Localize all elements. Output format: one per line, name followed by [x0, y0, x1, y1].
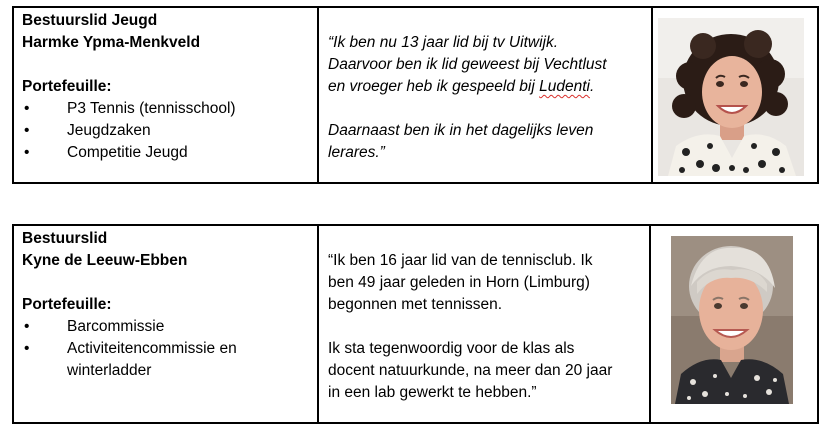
member-role: Bestuurslid Jeugd [22, 12, 158, 29]
member-name: Kyne de Leeuw-Ebben [22, 252, 188, 269]
list-item: winterladder [67, 362, 152, 379]
list-item: • Competitie Jeugd [22, 142, 317, 164]
portfolio-list [22, 98, 317, 164]
quote-line: “Ik ben nu 13 jaar lid bij tv Uitwijk. [328, 34, 559, 51]
quote-line: “Ik ben 16 jaar lid van de tennisclub. Ik [328, 252, 593, 269]
quote-cell [319, 8, 653, 182]
quote-line: in een lab gewerkt te hebben.” [328, 384, 537, 401]
portfolio-label: Portefeuille: [22, 296, 112, 313]
person-photo-icon [658, 18, 804, 176]
quote-line: ben 49 jaar geleden in Horn (Limburg) [328, 274, 590, 291]
quote-line: Daarnaast ben ik in het dagelijks leven [328, 122, 594, 139]
list-item: • P3 Tennis (tennisschool) [22, 98, 317, 120]
member-photo [658, 18, 804, 176]
list-item: • Activiteitencommissie en [22, 338, 317, 360]
member-photo [671, 236, 793, 404]
spellcheck-word: Ludenti [539, 78, 590, 95]
portfolio-label: Portefeuille: [22, 78, 112, 95]
list-item: • Barcommissie [22, 316, 317, 338]
person-photo-icon [671, 236, 793, 404]
quote-line: Ik sta tegenwoordig voor de klas als [328, 340, 575, 357]
quote-line: en vroeger heb ik gespeeld bij Ludenti. [328, 78, 595, 95]
bullet-icon: • [24, 122, 30, 139]
member-info-cell [14, 226, 319, 422]
quote-line: docent natuurkunde, na meer dan 20 jaar [328, 362, 613, 379]
bullet-icon: • [24, 100, 30, 117]
member-info-cell [14, 8, 319, 182]
list-item: • Jeugdzaken [22, 120, 317, 142]
member-name: Harmke Ypma-Menkveld [22, 34, 201, 51]
quote-line: Daarvoor ben ik lid geweest bij Vechtlust [328, 56, 607, 73]
member-role: Bestuurslid [22, 230, 108, 247]
portfolio-list [22, 316, 317, 382]
bullet-icon: • [24, 144, 30, 161]
member-card-2 [12, 224, 819, 424]
quote-line: begonnen met tennissen. [328, 296, 503, 313]
quote-line: lerares.” [328, 144, 385, 161]
photo-cell [653, 8, 819, 182]
bullet-icon: • [24, 340, 30, 357]
photo-cell [651, 226, 819, 422]
member-card-1 [12, 6, 819, 184]
bullet-icon: • [24, 318, 30, 335]
quote-cell [319, 226, 651, 422]
